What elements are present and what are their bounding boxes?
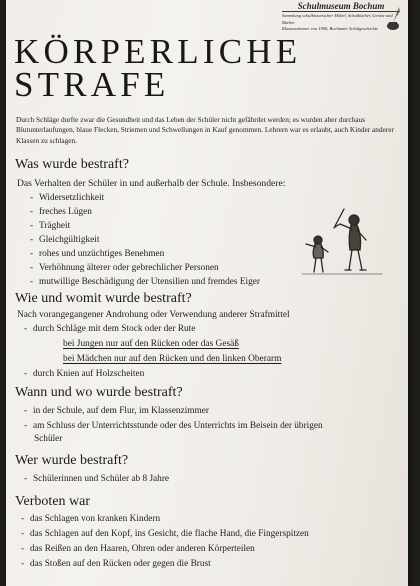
list-item: - freches Lügen xyxy=(30,207,92,217)
sub-item: bei Mädchen nur auf den Rücken und den linken Oberarm xyxy=(63,354,282,364)
section-lead: Nach vorangegangener Androhung oder Verwendung anderer Strafmittel xyxy=(17,310,290,320)
list-item: - Gleichgültigkeit xyxy=(30,235,100,245)
list-item: - Schülerinnen und Schüler ab 8 Jahre xyxy=(24,474,170,484)
list-item: - durch Schläge mit dem Stock oder der Rute xyxy=(24,324,196,334)
sub-item: bei Jungen nur auf den Rücken oder das Gesäß xyxy=(63,339,239,349)
museum-name: Schulmuseum Bochum xyxy=(282,1,400,12)
section-heading: Verboten war xyxy=(15,494,91,509)
section-heading: Wann und wo wurde bestraft? xyxy=(15,385,183,400)
list-item: - das Schlagen von kranken Kindern xyxy=(21,514,161,524)
section-lead: Das Verhalten der Schüler in und außerhalb der Schule. Insbesondere: xyxy=(17,178,286,189)
list-item: - mutwillige Beschädigung der Utensilien und fremdes Eiger xyxy=(30,277,261,287)
intro-paragraph: Durch Schläge durfte zwar die Gesundheit und das Leben der Schüler nicht gefährdet werden; es wurden aber durchaus Blutunterlaufungen, blaue Flecken, Striemen und Schwellungen in Kauf genommen. Lehrern war es erlaubt, auch Kinder anderer Klassen zu schlagen. xyxy=(16,115,394,145)
list-item: - durch Knien auf Holzscheiten xyxy=(24,369,145,379)
list-item: - Widersetzlichkeit xyxy=(30,193,105,203)
teacher-punishing-child-illustration xyxy=(296,206,388,278)
section-heading: Wie und womit wurde bestraft? xyxy=(15,291,192,306)
list-item: - Trägheit xyxy=(30,221,71,231)
museum-desc-line: Sammlung schulhistorischer Möbel, Schulbücher, Geräte und Bücher xyxy=(282,13,393,25)
quill-inkwell-icon xyxy=(386,6,402,32)
section-heading: Wer wurde bestraft? xyxy=(15,453,129,468)
page-title-line: STRAFE xyxy=(14,65,170,104)
list-item: - das Reißen an den Haaren, Ohren oder anderen Körperteilen xyxy=(21,544,255,554)
list-item: - rohes und unzüchtiges Benehmen xyxy=(30,249,165,259)
list-item: - das Stoßen auf den Rücken oder gegen die Brust xyxy=(21,559,211,569)
list-item: - Verhöhnung älterer oder gebrechlicher Personen xyxy=(30,263,219,273)
section-heading: Was wurde bestraft? xyxy=(15,157,129,172)
list-item: - am Schluss der Unterrichtsstunde oder des Unterrichts im Beisein der übrigen xyxy=(24,421,323,431)
list-item: - in der Schule, auf dem Flur, im Klassenzimmer xyxy=(24,406,209,416)
page-title-line: KÖRPERLICHE xyxy=(14,32,302,71)
museum-header xyxy=(282,1,400,33)
list-item-continuation: Schüler xyxy=(34,434,63,444)
museum-desc-line: Klassenzimmer von 1900, Bochumer Schulgeschichte xyxy=(282,26,379,32)
list-item: - das Schlagen auf den Kopf, ins Gesicht, die flache Hand, die Fingerspitzen xyxy=(21,529,309,539)
